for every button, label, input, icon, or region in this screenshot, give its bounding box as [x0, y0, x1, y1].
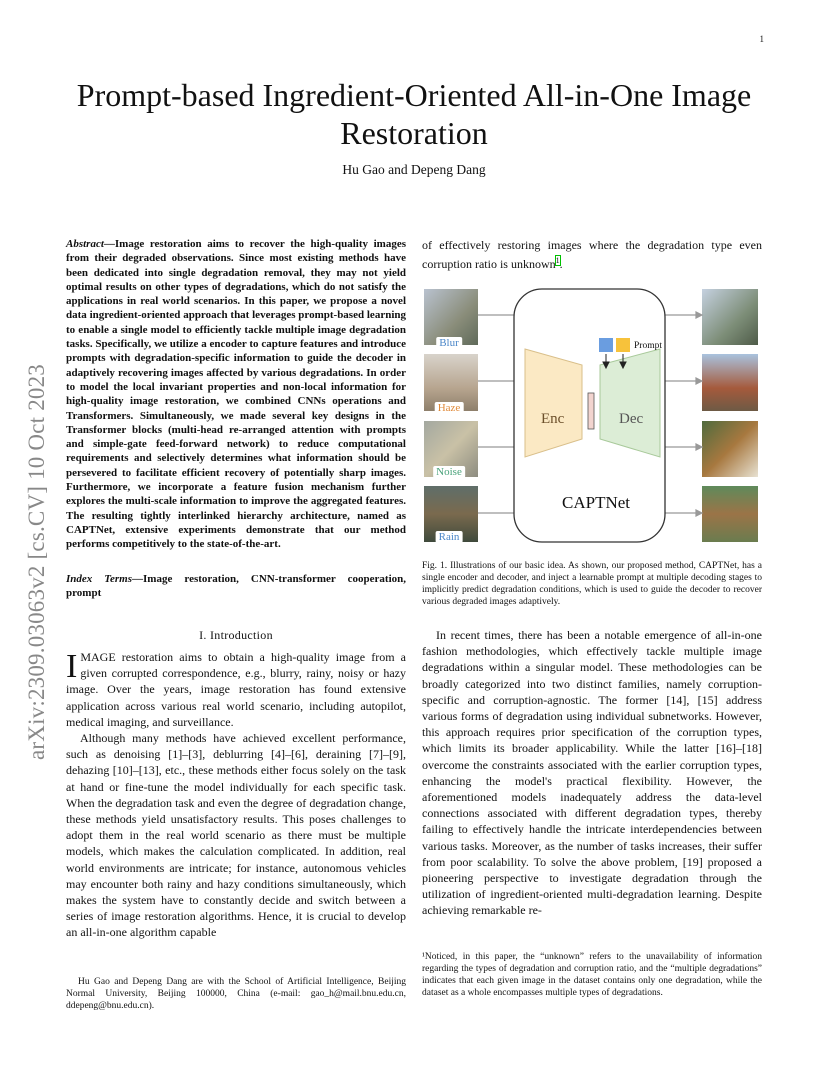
abstract [66, 237, 406, 552]
enc-label: Enc [541, 411, 565, 427]
decoder-block [600, 349, 660, 457]
unknown-footnote: ¹Noticed, in this paper, the “unknown” refers to the unavailability of information regarding the types of degradation and corruption ratio, and the “multiple degradations” indicates that each given image in the dataset contains only one degradation, while the dataset as a whole encompasses multiple types of degradations. [422, 952, 762, 998]
right-column-body [422, 627, 762, 919]
arxiv-stamp [18, 290, 58, 810]
captnet-label: CAPTNet [562, 493, 630, 512]
haze-label [435, 398, 464, 416]
haze-label-text: Haze [435, 402, 464, 414]
abstract-text: —Image restoration aims to recover the high-quality images from their degraded observations. Since most existing methods have been dedicated into single degradation removal, they may not yield optimal results on other types of degradations, which do not satisfy the applications in real world scenarios. In this paper, we propose a novel data ingredient-oriented approach that leverages prompt-based learning to enable a single model to efficiently tackle multiple image degradation tasks. Specifically, we utilize a encoder to capture features and introduce prompts with degradation-specific information to guide the decoder in adaptively recovering images affected by various degradations. In order to model the local invariant properties and non-local information for high-quality image restoration, we combined CNNs operations and Transformers. Simultaneously, we made several key designs in the Transformer blocks (multi-head re-arranged attention with prompts and simple-gate feed-forward network) to reduce computational requirements and selectively determines what information should be persevered to facilitate efficient recovery of potentially sharp images. Furthermore, we incorporate a feature fusion mechanism further explores the multi-scale information to improve the aggregated features. The resulting tightly interlinked hierarchy architecture, named as CAPTNet, extensive experiments demonstrate that our method performs competitively to the state-of-the-art. [66, 238, 406, 551]
right-top-text: of effectively restoring images where the degradation type even corruption ratio is unknown [422, 238, 762, 272]
rain-label [436, 527, 463, 545]
author-footnote: Hu Gao and Depeng Dang are with the School of Artificial Intelligence, Beijing Normal University, Beijing 100000, China (e-mail: gao_h@mail.bnu.edu.cn, ddepeng@bnu.edu.cn). [66, 977, 406, 1011]
prompt-yellow-square [616, 338, 630, 352]
page-number: 1 [759, 34, 764, 44]
prompt-label: Prompt [634, 341, 662, 351]
index-terms-label: Index Terms [66, 573, 133, 585]
right-paragraph: In recent times, there has been a notable emergence of all-in-one fashion methodologies, which effectively tackle multiple image degradations within a singular model. These methodologies can be broadly categorized into two distinct families, namely corruption-specific and corruption-agnostic. The former [14], [15] address various forms of degradation using individual subnetworks. However, this approach requires prior specification of the corruption types, which limits its broader applicability. While the latter [16]–[18] overcome the constraints associated with the earlier corruption types, enhancing the model's practical flexibility. However, the aforementioned models inadequately address the data-level connections associated with different degradation types, thereby failing to effectively handle the intricate interdependencies between various tasks. Moreover, as the number of tasks increases, their suffer from poor scalability. To solve the above problem, [19] proposed a pioneering perspective to investigate degradation through the utilization of ingredient-oriented multi-degradation learning. Despite achieving remarkable re- [422, 628, 762, 918]
intro-paragraph-1 [66, 649, 406, 730]
figure-caption: Fig. 1. Illustrations of our basic idea. As shown, our proposed method, CAPTNet, has a single encoder and decoder, and inject a learnable prompt at multiple decoding stages to implicitly predict degradation conditions, which is used to guide the decoder to recover various degraded images adaptively. [422, 561, 762, 607]
intro-body [66, 649, 406, 941]
noise-label-text: Noise [433, 466, 465, 478]
figure-1 [422, 287, 762, 545]
encoder-block [525, 349, 582, 457]
right-column-top: of effectively restoring images where the degradation type even corruption ratio is unknown$^1$. [422, 238, 762, 272]
footnote-marker-link[interactable]: 1 [555, 256, 560, 266]
blur-label-text: Blur [436, 337, 462, 349]
blur-output-image [702, 289, 758, 345]
paper-title: Prompt-based Ingredient-Oriented All-in-One Image Restoration [76, 77, 752, 151]
blur-label [436, 333, 462, 351]
noise-label [433, 462, 465, 480]
arxiv-stamp-text: arXiv:2309.03063v2 [cs.CV] 10 Oct 2023 [24, 364, 49, 760]
index-terms [66, 572, 406, 601]
dec-label: Dec [619, 411, 644, 427]
authors: Hu Gao and Depeng Dang [342, 162, 486, 177]
abstract-label: Abstract [66, 238, 104, 250]
section-heading: I. Introduction [199, 628, 273, 642]
intro-paragraph-2: Although many methods have achieved excellent performance, such as denoising [1]–[3], deblurring [4]–[6], deraining [7]–[9], dehazing [10]–[13], etc., these methods either focus solely on the task at hand or fine-tune the model individually for each specific task. When the degradation task and even the degree of degradation change, these methods yield unsatisfactory results. This poses challenges to adopt them in the real world scenario as there must be multiple models, which makes the calculation complicated. In addition, real world environments are intricate; for instance, autonomous vehicles may encounter both rainy and hazy conditions simultaneously, which makes the system have to constantly decide and switch between a series of image restoration algorithms. Hence, it is crucial to develop an all-in-one algorithm capable [66, 731, 406, 940]
index-terms-text: —Image restoration, CNN-transformer cooperation, prompt [66, 573, 406, 600]
intro-p1-text: MAGE restoration aims to obtain a high-quality image from a given corrupted correspondence, e.g., blurry, rainy, noisy or hazy image. Over the years, image restoration has found extensive application across various real world scenario, including autopilot, medical imaging, and surveillance. [66, 650, 406, 729]
bottleneck-block [588, 393, 594, 429]
rain-label-text: Rain [436, 531, 463, 543]
dropcap: I [66, 648, 78, 685]
noise-output-image [702, 421, 758, 477]
output-thumbnails [702, 289, 758, 542]
rain-output-image [702, 486, 758, 542]
haze-output-image [702, 354, 758, 411]
prompt-blue-square [599, 338, 613, 352]
